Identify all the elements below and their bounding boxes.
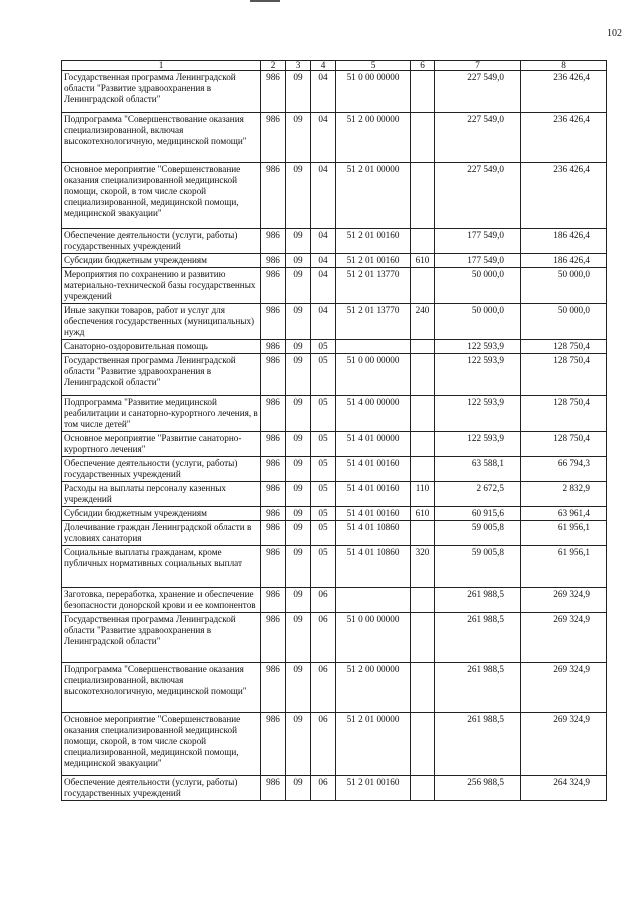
row-admin-code: 986 [261, 663, 286, 713]
row-amount-col8: 269 324,9 [521, 663, 607, 713]
row-target-article: 51 4 01 10860 [336, 546, 411, 588]
row-section: 09 [286, 71, 311, 113]
row-expense-type [411, 432, 435, 457]
row-amount-col7: 261 988,5 [435, 613, 521, 663]
row-subsection: 05 [311, 396, 336, 432]
row-target-article: 51 2 01 13770 [336, 304, 411, 340]
row-section: 09 [286, 546, 311, 588]
table-row [62, 713, 607, 776]
row-subsection: 04 [311, 229, 336, 254]
row-subsection: 05 [311, 546, 336, 588]
row-amount-col8: 50 000,0 [521, 268, 607, 304]
row-amount-col7: 63 588,1 [435, 457, 521, 482]
row-amount-col8: 264 324,9 [521, 776, 607, 801]
row-admin-code: 986 [261, 776, 286, 801]
row-name: Основное мероприятие "Развитие санаторно-курортного лечения" [62, 432, 261, 457]
row-expense-type [411, 354, 435, 396]
row-name: Обеспечение деятельности (услуги, работы) государственных учреждений [62, 229, 261, 254]
row-subsection: 05 [311, 340, 336, 354]
row-subsection: 06 [311, 776, 336, 801]
row-target-article: 51 4 01 00000 [336, 432, 411, 457]
row-admin-code: 986 [261, 713, 286, 776]
table-row [62, 663, 607, 713]
row-section: 09 [286, 163, 311, 229]
column-header: 8 [521, 61, 607, 71]
row-admin-code: 986 [261, 507, 286, 521]
row-amount-col8: 66 794,3 [521, 457, 607, 482]
row-subsection: 05 [311, 521, 336, 546]
row-name: Расходы на выплаты персоналу казенных учреждений [62, 482, 261, 507]
row-target-article [336, 588, 411, 613]
row-subsection: 04 [311, 268, 336, 304]
column-header: 4 [311, 61, 336, 71]
row-amount-col8: 128 750,4 [521, 396, 607, 432]
row-admin-code: 986 [261, 229, 286, 254]
row-expense-type [411, 457, 435, 482]
row-amount-col7: 59 005,8 [435, 521, 521, 546]
row-amount-col7: 227 549,0 [435, 113, 521, 163]
row-name: Основное мероприятие "Совершенствование оказания специализированной медицинской помощи, скорой, в том числе скорой специализированной, медицинской помощи, медицинской эвакуации" [62, 163, 261, 229]
row-amount-col7: 50 000,0 [435, 304, 521, 340]
row-amount-col8: 2 832,9 [521, 482, 607, 507]
row-target-article: 51 4 01 00160 [336, 507, 411, 521]
row-section: 09 [286, 482, 311, 507]
row-amount-col8: 61 956,1 [521, 546, 607, 588]
row-amount-col7: 122 593,9 [435, 432, 521, 457]
column-header: 7 [435, 61, 521, 71]
row-name: Государственная программа Ленинградской области "Развитие здравоохранения в Ленинградской области" [62, 71, 261, 113]
row-amount-col7: 122 593,9 [435, 396, 521, 432]
row-admin-code: 986 [261, 432, 286, 457]
column-header: 1 [62, 61, 261, 71]
row-amount-col8: 236 426,4 [521, 163, 607, 229]
row-name: Субсидии бюджетным учреждениям [62, 254, 261, 268]
row-amount-col7: 50 000,0 [435, 268, 521, 304]
row-amount-col7: 122 593,9 [435, 340, 521, 354]
row-amount-col7: 261 988,5 [435, 663, 521, 713]
row-amount-col7: 60 915,6 [435, 507, 521, 521]
row-admin-code: 986 [261, 482, 286, 507]
row-expense-type [411, 521, 435, 546]
row-section: 09 [286, 229, 311, 254]
row-subsection: 06 [311, 663, 336, 713]
table-row [62, 546, 607, 588]
row-expense-type [411, 163, 435, 229]
row-section: 09 [286, 354, 311, 396]
row-amount-col7: 59 005,8 [435, 546, 521, 588]
row-section: 09 [286, 432, 311, 457]
row-admin-code: 986 [261, 254, 286, 268]
table-row [62, 71, 607, 113]
row-section: 09 [286, 113, 311, 163]
table-row [62, 396, 607, 432]
table-row [62, 304, 607, 340]
row-target-article: 51 2 01 00160 [336, 254, 411, 268]
row-section: 09 [286, 613, 311, 663]
row-amount-col7: 122 593,9 [435, 354, 521, 396]
row-section: 09 [286, 396, 311, 432]
row-amount-col7: 177 549,0 [435, 254, 521, 268]
row-target-article: 51 2 01 00160 [336, 229, 411, 254]
table-row [62, 613, 607, 663]
row-section: 09 [286, 304, 311, 340]
row-target-article: 51 0 00 00000 [336, 71, 411, 113]
row-amount-col8: 61 956,1 [521, 521, 607, 546]
column-header: 6 [411, 61, 435, 71]
row-amount-col7: 256 988,5 [435, 776, 521, 801]
row-name: Долечивание граждан Ленинградской области в условиях санатория [62, 521, 261, 546]
row-section: 09 [286, 268, 311, 304]
row-admin-code: 986 [261, 521, 286, 546]
column-header: 2 [261, 61, 286, 71]
row-name: Обеспечение деятельности (услуги, работы) государственных учреждений [62, 776, 261, 801]
row-section: 09 [286, 254, 311, 268]
row-subsection: 04 [311, 113, 336, 163]
row-section: 09 [286, 521, 311, 546]
row-amount-col8: 269 324,9 [521, 613, 607, 663]
row-target-article: 51 0 00 00000 [336, 354, 411, 396]
row-name: Государственная программа Ленинградской области "Развитие здравоохранения в Ленинградской области" [62, 613, 261, 663]
row-name: Подпрограмма "Развитие медицинской реабилитации и санаторно-курортного лечения, в том числе детей" [62, 396, 261, 432]
row-amount-col8: 128 750,4 [521, 432, 607, 457]
row-subsection: 05 [311, 482, 336, 507]
row-target-article: 51 2 00 00000 [336, 663, 411, 713]
row-expense-type [411, 71, 435, 113]
table-row [62, 776, 607, 801]
row-section: 09 [286, 776, 311, 801]
row-target-article: 51 4 00 00000 [336, 396, 411, 432]
row-admin-code: 986 [261, 588, 286, 613]
row-expense-type [411, 268, 435, 304]
row-amount-col8: 50 000,0 [521, 304, 607, 340]
row-subsection: 04 [311, 71, 336, 113]
row-expense-type [411, 713, 435, 776]
row-section: 09 [286, 507, 311, 521]
row-subsection: 05 [311, 457, 336, 482]
scan-edge-mark [250, 0, 280, 2]
row-subsection: 06 [311, 613, 336, 663]
column-header: 5 [336, 61, 411, 71]
row-expense-type [411, 663, 435, 713]
row-target-article: 51 2 01 00160 [336, 776, 411, 801]
row-subsection: 05 [311, 432, 336, 457]
row-amount-col7: 2 672,5 [435, 482, 521, 507]
row-name: Санаторно-оздоровительная помощь [62, 340, 261, 354]
row-target-article: 51 4 01 00160 [336, 457, 411, 482]
row-target-article [336, 340, 411, 354]
row-expense-type [411, 396, 435, 432]
row-expense-type [411, 776, 435, 801]
row-expense-type [411, 588, 435, 613]
row-admin-code: 986 [261, 71, 286, 113]
row-admin-code: 986 [261, 613, 286, 663]
row-section: 09 [286, 713, 311, 776]
row-target-article: 51 0 00 00000 [336, 613, 411, 663]
row-amount-col8: 63 961,4 [521, 507, 607, 521]
row-name: Субсидии бюджетным учреждениям [62, 507, 261, 521]
row-name: Иные закупки товаров, работ и услуг для обеспечения государственных (муниципальных) нужд [62, 304, 261, 340]
row-subsection: 05 [311, 507, 336, 521]
row-name: Мероприятия по сохранению и развитию материально-технической базы государственных учреждений [62, 268, 261, 304]
row-amount-col8: 186 426,4 [521, 229, 607, 254]
row-amount-col8: 128 750,4 [521, 340, 607, 354]
row-amount-col8: 186 426,4 [521, 254, 607, 268]
column-header: 3 [286, 61, 311, 71]
row-amount-col7: 261 988,5 [435, 713, 521, 776]
row-amount-col8: 236 426,4 [521, 71, 607, 113]
row-target-article: 51 2 01 00000 [336, 163, 411, 229]
row-amount-col8: 128 750,4 [521, 354, 607, 396]
row-section: 09 [286, 663, 311, 713]
row-admin-code: 986 [261, 268, 286, 304]
row-admin-code: 986 [261, 457, 286, 482]
row-name: Государственная программа Ленинградской области "Развитие здравоохранения в Ленинградской области" [62, 354, 261, 396]
table-row [62, 113, 607, 163]
row-admin-code: 986 [261, 113, 286, 163]
row-admin-code: 986 [261, 304, 286, 340]
row-subsection: 04 [311, 304, 336, 340]
row-section: 09 [286, 340, 311, 354]
row-expense-type: 240 [411, 304, 435, 340]
row-subsection: 06 [311, 713, 336, 776]
row-target-article: 51 4 01 00160 [336, 482, 411, 507]
table-row [62, 588, 607, 613]
row-admin-code: 986 [261, 163, 286, 229]
table-row [62, 163, 607, 229]
table-row [62, 354, 607, 396]
row-name: Подпрограмма "Совершенствование оказания специализированной, включая высокотехнологичную, медицинской помощи" [62, 113, 261, 163]
row-target-article: 51 4 01 10860 [336, 521, 411, 546]
row-target-article: 51 2 01 00000 [336, 713, 411, 776]
table-row [62, 340, 607, 354]
budget-table [61, 60, 607, 801]
row-expense-type: 320 [411, 546, 435, 588]
row-section: 09 [286, 457, 311, 482]
row-subsection: 06 [311, 588, 336, 613]
table-row [62, 521, 607, 546]
row-subsection: 04 [311, 254, 336, 268]
row-expense-type: 110 [411, 482, 435, 507]
row-name: Обеспечение деятельности (услуги, работы) государственных учреждений [62, 457, 261, 482]
table-row [62, 432, 607, 457]
row-target-article: 51 2 01 13770 [336, 268, 411, 304]
row-admin-code: 986 [261, 396, 286, 432]
row-name: Основное мероприятие "Совершенствование оказания специализированной медицинской помощи, скорой, в том числе скорой специализированной, медицинской помощи, медицинской эвакуации" [62, 713, 261, 776]
row-amount-col8: 269 324,9 [521, 713, 607, 776]
row-amount-col7: 227 549,0 [435, 163, 521, 229]
row-amount-col8: 236 426,4 [521, 113, 607, 163]
row-expense-type: 610 [411, 507, 435, 521]
header-row [62, 61, 607, 71]
row-admin-code: 986 [261, 340, 286, 354]
row-expense-type [411, 340, 435, 354]
table-row [62, 268, 607, 304]
table-row [62, 457, 607, 482]
row-section: 09 [286, 588, 311, 613]
table-row [62, 229, 607, 254]
table-row [62, 482, 607, 507]
page-number: 102 [607, 28, 622, 39]
row-expense-type [411, 613, 435, 663]
row-amount-col8: 269 324,9 [521, 588, 607, 613]
row-name: Заготовка, переработка, хранение и обеспечение безопасности донорской крови и ее компонентов [62, 588, 261, 613]
row-target-article: 51 2 00 00000 [336, 113, 411, 163]
row-admin-code: 986 [261, 354, 286, 396]
row-name: Социальные выплаты гражданам, кроме публичных нормативных социальных выплат [62, 546, 261, 588]
row-amount-col7: 177 549,0 [435, 229, 521, 254]
row-expense-type: 610 [411, 254, 435, 268]
row-subsection: 04 [311, 163, 336, 229]
table-row [62, 254, 607, 268]
row-expense-type [411, 113, 435, 163]
row-amount-col7: 261 988,5 [435, 588, 521, 613]
table-row [62, 507, 607, 521]
row-expense-type [411, 229, 435, 254]
row-subsection: 05 [311, 354, 336, 396]
row-amount-col7: 227 549,0 [435, 71, 521, 113]
row-admin-code: 986 [261, 546, 286, 588]
row-name: Подпрограмма "Совершенствование оказания специализированной, включая высокотехнологичную, медицинской помощи" [62, 663, 261, 713]
